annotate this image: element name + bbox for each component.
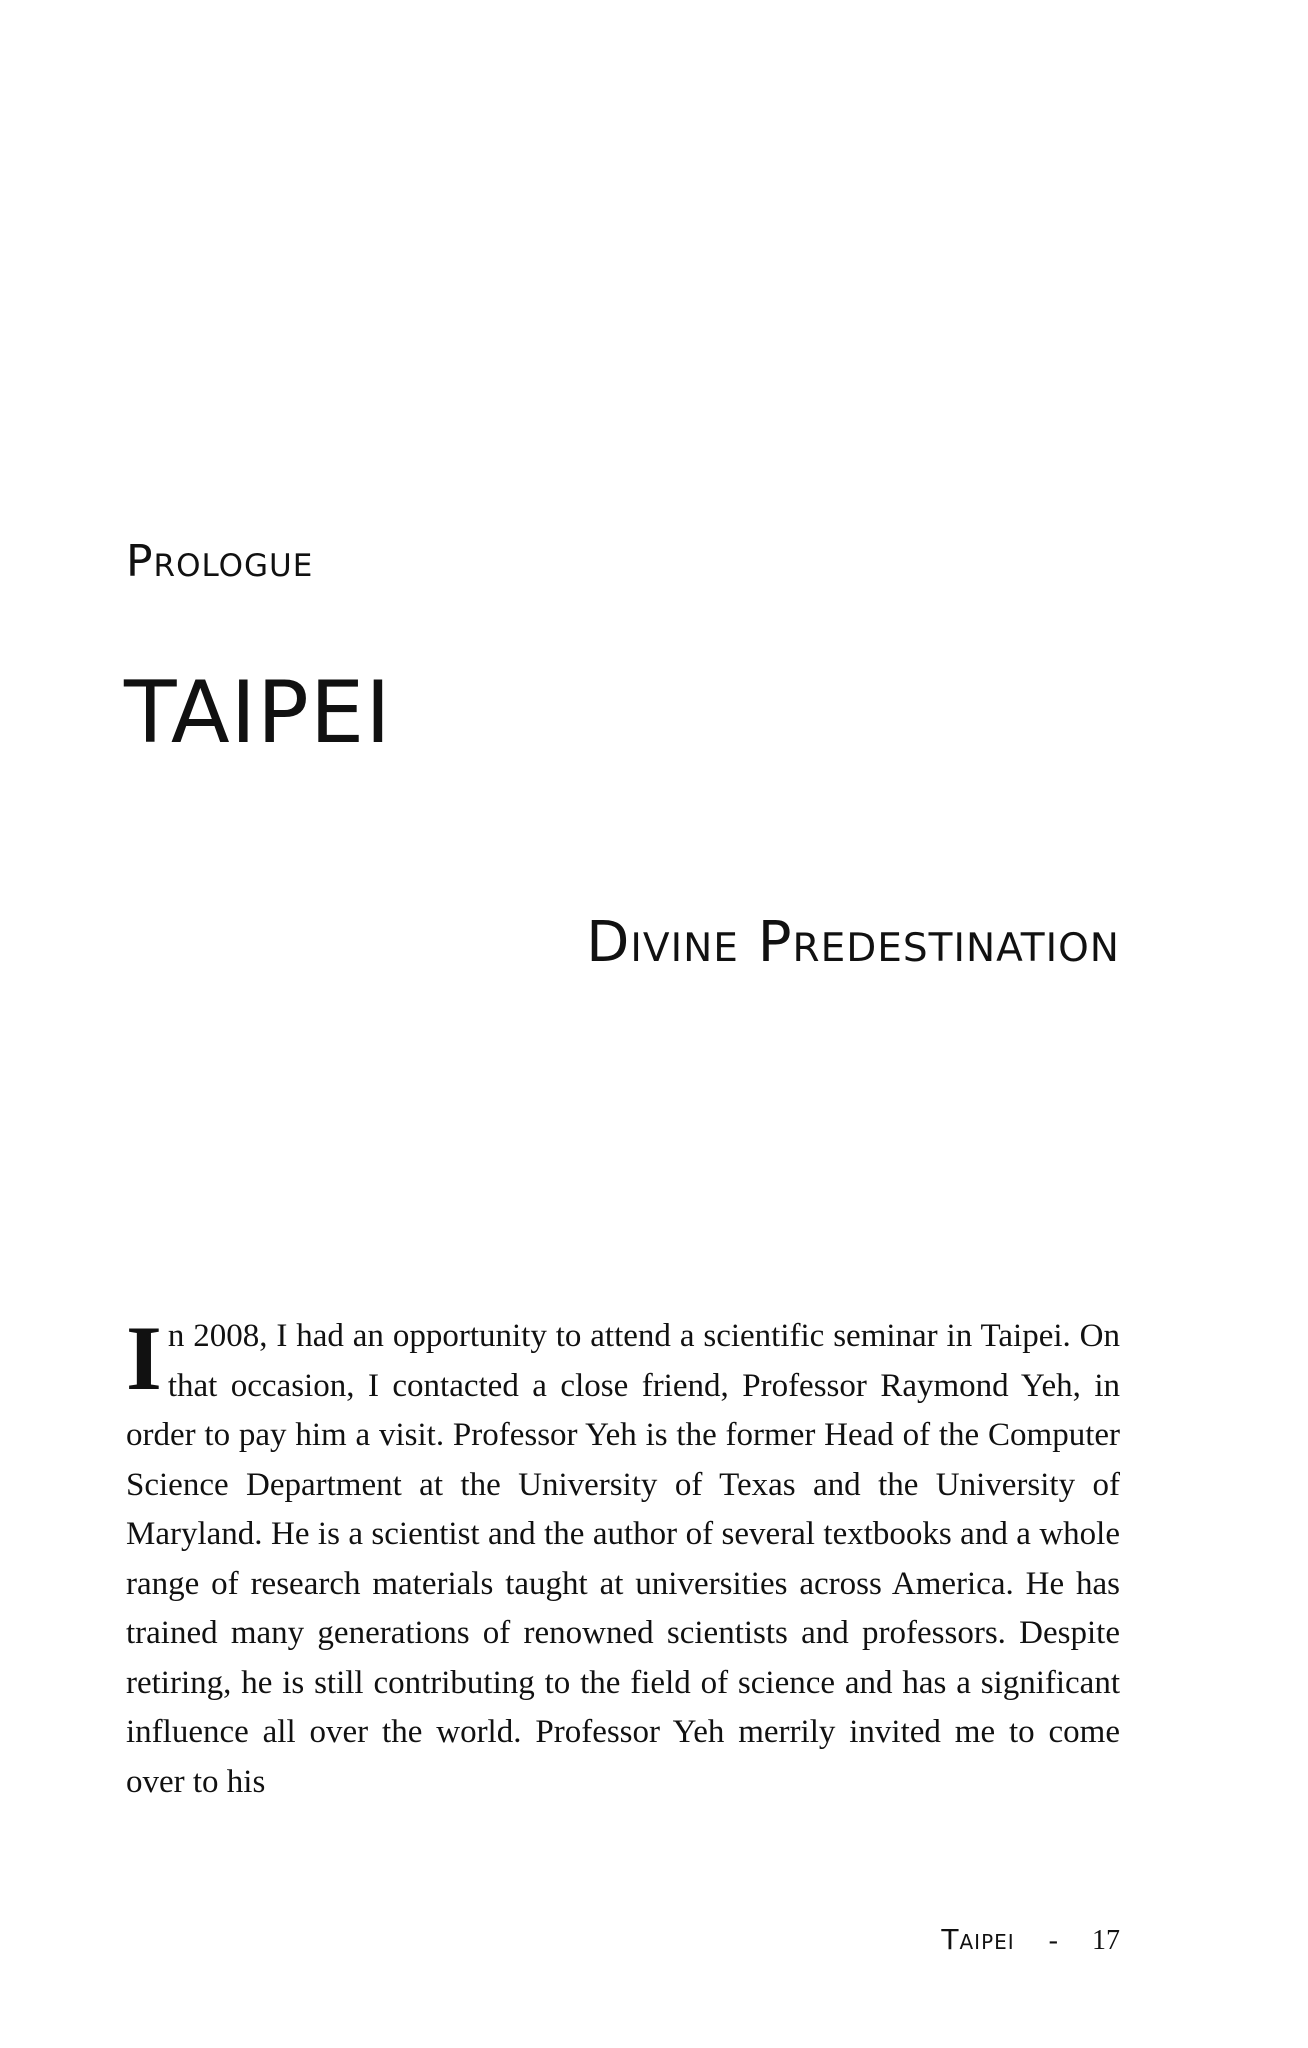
paragraph-text: n 2008, I had an opportunity to attend a scientific seminar in Taipei. On that occasion, I contacted a close friend, Professor Raymond Yeh, in order to pay him a visit. Professor Yeh is the former Head of the Computer Science Department at the University of Texas and the University of Maryland. He is a scientist and the author of several textbooks and a whole range of research materials taught at universities across America. He has trained many generations of renowned scientists and professors. Despite retiring, he is still contributing to the field of science and has a significant influence all over the world. Professor Yeh merrily invited me to come over to his — [126, 1318, 1120, 1800]
footer-title: Taipei — [941, 1923, 1015, 1956]
chapter-title: TAIPEI — [124, 663, 392, 763]
chapter-subtitle: Divine Predestination — [586, 910, 1120, 975]
page-number: 17 — [1092, 1925, 1120, 1956]
running-footer — [941, 1923, 1120, 1956]
drop-cap: I — [126, 1307, 162, 1409]
footer-separator: - — [1048, 1925, 1058, 1956]
body-paragraph — [126, 1307, 1120, 1807]
section-label: Prologue — [126, 536, 314, 587]
